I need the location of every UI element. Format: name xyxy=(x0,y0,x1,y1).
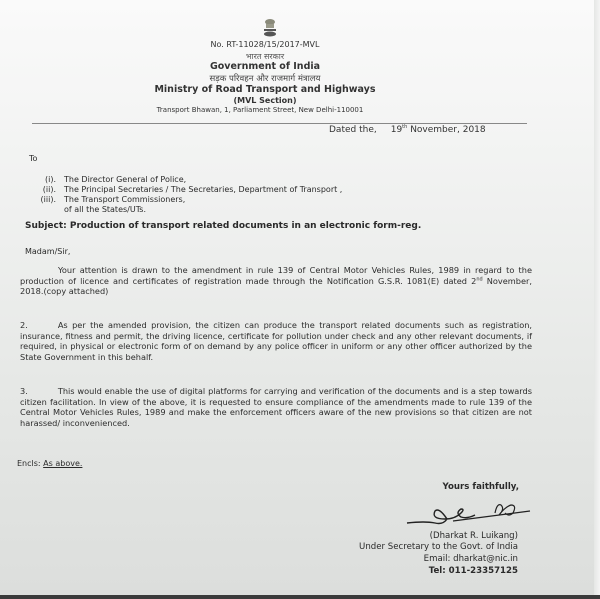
enclosure-note xyxy=(17,459,82,468)
paragraph-3-number: 3. xyxy=(20,386,28,396)
salutation: Madam/Sir, xyxy=(25,247,71,256)
paragraph-1 xyxy=(20,265,532,297)
recipient-text: The Transport Commissioners, xyxy=(64,195,186,204)
date-day: 19 xyxy=(390,125,403,135)
hindi-government-title: भारत सरकार xyxy=(245,52,285,61)
to-label: To xyxy=(29,154,38,163)
government-title: Government of India xyxy=(209,61,321,72)
page-edge-right xyxy=(594,0,600,599)
letter-date xyxy=(329,124,486,135)
hindi-ministry-title: सड़क परिवहन और राजमार्ग मंत्रालय xyxy=(209,74,321,84)
paragraph-1-text: Your attention is drawn to the amendment in rule 139 of Central Motor Vehicles Rules, 1989 in regard to the production of licence and certificates of registration made through the Notification G.S.R. 1081(E) dated 2 xyxy=(20,265,532,286)
recipient-item xyxy=(26,185,342,195)
recipient-list xyxy=(26,175,342,215)
recipient-text: The Director General of Police, xyxy=(64,175,187,184)
paragraph-2-text: As per the amended provision, the citizen can produce the transport related documents such as registration, insurance, fitness and permit, the driving licence, certificate for pollution under check and any other relevant documents, if required, in physical or electronic form of on demand by any police officer in uniform or any other officer authorized by the State Government in this behalf. xyxy=(20,320,532,362)
recipient-item xyxy=(26,175,342,185)
page-edge-bottom xyxy=(0,595,600,599)
recipient-number: (ii). xyxy=(42,185,56,194)
paragraph-3-text: This would enable the use of digital platforms for carrying and verification of the documents and is a step towards citizen facilitation. In view of the above, it is requested to ensure compliance of the amendments made to rule 139 of the Central Motor Vehicles Rules, 1989 and make the enforcement officers aware of the new provisions so that citizen are not harassed/ inconvenienced. xyxy=(20,386,532,428)
recipient-number: (iii). xyxy=(40,195,56,204)
paragraph-3 xyxy=(20,386,532,428)
signatory-designation: Under Secretary to the Govt. of India xyxy=(359,542,518,552)
enclosure-label: Encls: xyxy=(17,459,41,468)
handwritten-signature-icon xyxy=(405,499,535,529)
national-emblem-icon xyxy=(263,18,277,38)
subject-line: Subject: Production of transport related documents in an electronic form-reg. xyxy=(25,221,422,231)
recipient-number: (i). xyxy=(44,175,56,184)
paragraph-2-number: 2. xyxy=(20,320,28,330)
date-day-suffix: th xyxy=(402,124,408,130)
date-label: Dated the, xyxy=(329,125,377,135)
signatory-phone: Tel: 011-23357125 xyxy=(428,566,518,576)
recipient-continuation: of all the States/UTs. xyxy=(64,205,146,214)
signatory-name: (Dharkat R. Luikang) xyxy=(429,531,518,541)
reference-number: No. RT-11028/15/2017-MVL xyxy=(210,40,320,49)
recipient-item xyxy=(26,195,342,205)
signatory-email: Email: dharkat@nic.in xyxy=(423,554,518,564)
closing-phrase: Yours faithfully, xyxy=(442,482,519,492)
enclosure-value: As above. xyxy=(43,459,83,468)
section-title: (MVL Section) xyxy=(233,96,297,105)
ordinal-suffix: nd xyxy=(476,275,483,282)
ministry-title: Ministry of Road Transport and Highways xyxy=(154,84,376,95)
paragraph-2 xyxy=(20,320,532,362)
paragraph-1-text-end: November, 2018.(copy attached) xyxy=(20,275,532,296)
date-month-year: November, 2018 xyxy=(410,125,486,135)
office-address: Transport Bhawan, 1, Parliament Street, New Delhi-110001 xyxy=(156,106,364,114)
recipient-text: The Principal Secretaries / The Secretaries, Department of Transport , xyxy=(64,185,343,194)
